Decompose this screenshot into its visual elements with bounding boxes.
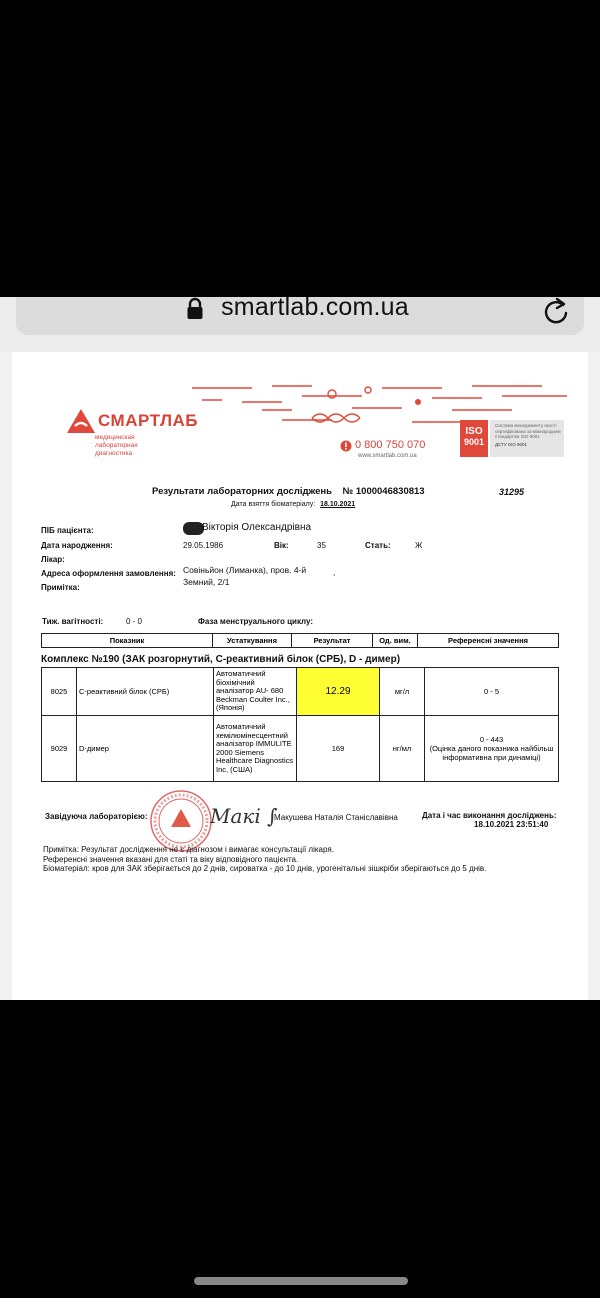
head-label: Завідуюча лабораторією: <box>45 812 148 821</box>
row-result: 169 <box>297 716 380 782</box>
signature: Макі ∫ <box>210 804 278 828</box>
report-title <box>152 486 425 497</box>
col-reference: Референсні значення <box>418 634 559 648</box>
col-equipment: Устаткування <box>213 634 292 648</box>
brand-tagline-3: диагностика <box>95 450 133 457</box>
sample-date: 18.10.2021 <box>320 501 356 508</box>
report-number-label: № <box>342 486 354 497</box>
redacted-surname <box>183 522 204 535</box>
sex-value: Ж <box>415 541 423 550</box>
report-code: 31295 <box>499 487 525 497</box>
age-value: 35 <box>317 541 326 550</box>
note-label: Примітка: <box>41 583 80 592</box>
brand-name: СМАРТЛАБ <box>98 411 198 430</box>
age-label: Вік: <box>274 541 289 550</box>
row-name: D-димер <box>77 716 214 782</box>
col-indicator: Показник <box>42 634 213 648</box>
cycle-label: Фаза менструального циклу: <box>198 617 314 626</box>
results-header-table <box>41 633 559 648</box>
sample-date-line <box>231 501 355 508</box>
dob-label: Дата народження: <box>41 541 113 550</box>
address-label: Адреса оформлення замовлення: <box>41 569 176 578</box>
dob-value: 29.05.1986 <box>183 541 224 550</box>
patient-name: Вікторія Олександрівна <box>202 522 312 533</box>
iso-description: Система менеджменту якості сертифікована за міжнародним стандартом ISO 9001 <box>495 423 561 439</box>
note-line-3: Біоматеріал: кров для ЗАК зберігається до 2 днів, сироватка - до 10 днів, урогенітальні зішкріби зберігаються до 5 днів. <box>43 864 487 873</box>
pregnancy-label: Тиж. вагітності: <box>42 617 104 626</box>
brand-tagline-2: лабораторная <box>95 442 138 449</box>
head-name: Макушева Наталія Станіславівна <box>274 813 398 822</box>
doctor-label: Лікар: <box>41 555 65 564</box>
done-label: Дата і час виконання досліджень: <box>422 811 557 820</box>
address-comma: , <box>333 568 336 577</box>
row-reference: 0 - 5 <box>425 668 559 716</box>
address-line-1: Совіньйон (Лиманка), пров. 4-й <box>183 565 307 575</box>
row-code: 8025 <box>42 668 77 716</box>
brand-tagline-1: медицинская <box>95 434 135 441</box>
row-reference <box>425 716 559 782</box>
table-row <box>42 716 559 782</box>
url-text[interactable]: smartlab.com.ua <box>221 293 409 321</box>
sex-label: Стать: <box>365 541 391 550</box>
row-reference-range: 0 - 443 <box>479 735 504 744</box>
address-line-2: Земний, 2/1 <box>183 577 230 587</box>
row-result-highlighted: 12.29 <box>297 668 380 716</box>
row-code: 9029 <box>42 716 77 782</box>
col-result: Результат <box>292 634 373 648</box>
results-table <box>41 667 559 782</box>
report-number: 1000046830813 <box>355 486 425 497</box>
row-name: С-реактивний білок (СРБ) <box>77 668 214 716</box>
report-title-text: Результати лабораторних досліджень <box>152 486 333 497</box>
note-line-1: Примітка: Результат дослідження не є діагнозом і вимагає консультації лікаря. <box>43 845 334 854</box>
iso-badge <box>460 420 488 457</box>
website-link[interactable]: www.smartlab.com.ua <box>358 453 417 459</box>
row-unit: мг/л <box>380 668 425 716</box>
iso-badge-line-1: ISO <box>465 426 483 437</box>
home-indicator[interactable] <box>194 1277 408 1285</box>
table-row <box>42 668 559 716</box>
note-line-2: Референсні значення вказані для статі та віку відповідного пацієнта. <box>43 855 299 864</box>
iso-standard: ДСТУ ISO 9001 <box>495 441 528 447</box>
patient-name-label: ПІБ пацієнта: <box>41 526 94 535</box>
col-unit: Од. вим. <box>373 634 418 648</box>
done-value: 18.10.2021 23:51:40 <box>474 820 549 829</box>
sample-date-label: Дата взяття біоматеріалу: <box>231 501 316 508</box>
phone-icon <box>340 440 352 452</box>
hotline-number[interactable]: 0 800 750 070 <box>355 439 426 451</box>
row-equipment: Автоматичний хемілюмінесцентний аналізатор IMMULITE 2000 Siemens Healthcare Diagnostics Inc, (США) <box>214 716 297 782</box>
reload-icon[interactable] <box>543 296 571 326</box>
lab-report-document <box>12 352 588 1000</box>
iso-info-box <box>490 420 564 457</box>
smartlab-logo-icon <box>66 408 96 434</box>
row-unit: нг/мл <box>380 716 425 782</box>
pregnancy-value: 0 - 0 <box>126 617 143 626</box>
iso-badge-line-2: 9001 <box>463 437 485 447</box>
lab-seal-stamp <box>149 789 213 853</box>
row-reference-note: (Оцінка даного показника найбільш інформативна при динаміці) <box>429 744 554 762</box>
complex-title: Комплекс №190 (ЗАК розгорнутий, С-реактивний білок (СРБ), D - димер) <box>41 654 401 665</box>
row-equipment: Автоматичний біохімічний аналізатор AU- 680 Beckman Coulter Inc., (Японія) <box>214 668 297 716</box>
